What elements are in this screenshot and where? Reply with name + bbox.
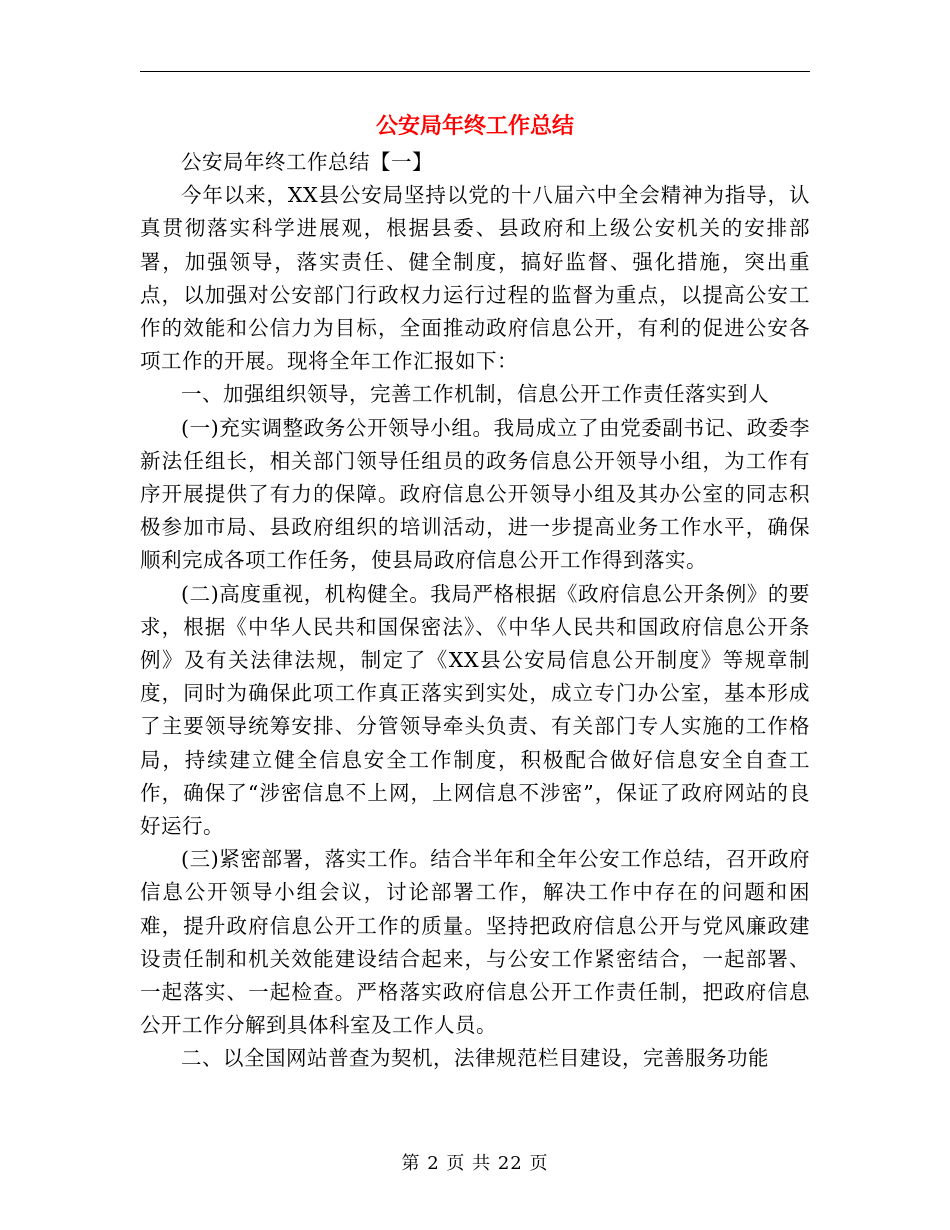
- page-number: 第 2 页 共 22 页: [401, 1153, 549, 1174]
- section-heading: 一、加强组织领导，完善工作机制，信息公开工作责任落实到人: [181, 382, 769, 407]
- document-title: 公安局年终工作总结: [375, 113, 574, 139]
- paragraph: 今年以来，XX县公安局坚持以党的十八届六中全会精神为指导，认真贯彻落实科学进展观，根据县委、县政府和上级公安机关的安排部署，加强领导，落实责任、健全制度，搞好监督、强化措施，突出重点，以加强对公安部门行政权力运行过程的监督为重点，以提高公安工作的效能和公信力为目标，全面推动政府信息公开，有利的促进公安各项工作的开展。现将全年工作汇报如下：: [140, 183, 810, 374]
- paragraph: (二)高度重视，机构健全。我局严格根据《政府信息公开条例》的要求，根据《中华人民共和国保密法》、《中华人民共和国政府信息公开条例》及有关法律法规，制定了《XX县公安局信息公开制度》等规章制度，同时为确保此项工作真正落实到实处，成立专门办公室，基本形成了主要领导统筹安排、分管领导牵头负责、有关部门专人实施的工作格局，持续建立健全信息安全工作制度，积极配合做好信息安全自查工作，确保了“涉密信息不上网，上网信息不涉密”，保证了政府网站的良好运行。: [140, 581, 810, 839]
- header-rule: [140, 71, 810, 72]
- paragraph: (一)充实调整政务公开领导小组。我局成立了由党委副书记、政委李新法任组长，相关部门领导任组员的政务信息公开领导小组，为工作有序开展提供了有力的保障。政府信息公开领导小组及其办公室的同志积极参加市局、县政府组织的培训活动，进一步提高业务工作水平，确保顺利完成各项工作任务，使县局政府信息公开工作得到落实。: [140, 415, 810, 573]
- paragraph: (三)紧密部署，落实工作。结合半年和全年公安工作总结，召开政府信息公开领导小组会议，讨论部署工作，解决工作中存在的问题和困难，提升政府信息公开工作的质量。坚持把政府信息公开与党风廉政建设责任制和机关效能建设结合起来，与公安工作紧密结合，一起部署、一起落实、一起检查。严格落实政府信息公开工作责任制，把政府信息公开工作分解到具体科室及工作人员。: [140, 847, 810, 1038]
- document-body: [140, 146, 810, 1076]
- section-heading: 二、以全国网站普查为契机，法律规范栏目建设，完善服务功能: [181, 1046, 769, 1071]
- section-heading: 公安局年终工作总结【一】: [181, 150, 433, 174]
